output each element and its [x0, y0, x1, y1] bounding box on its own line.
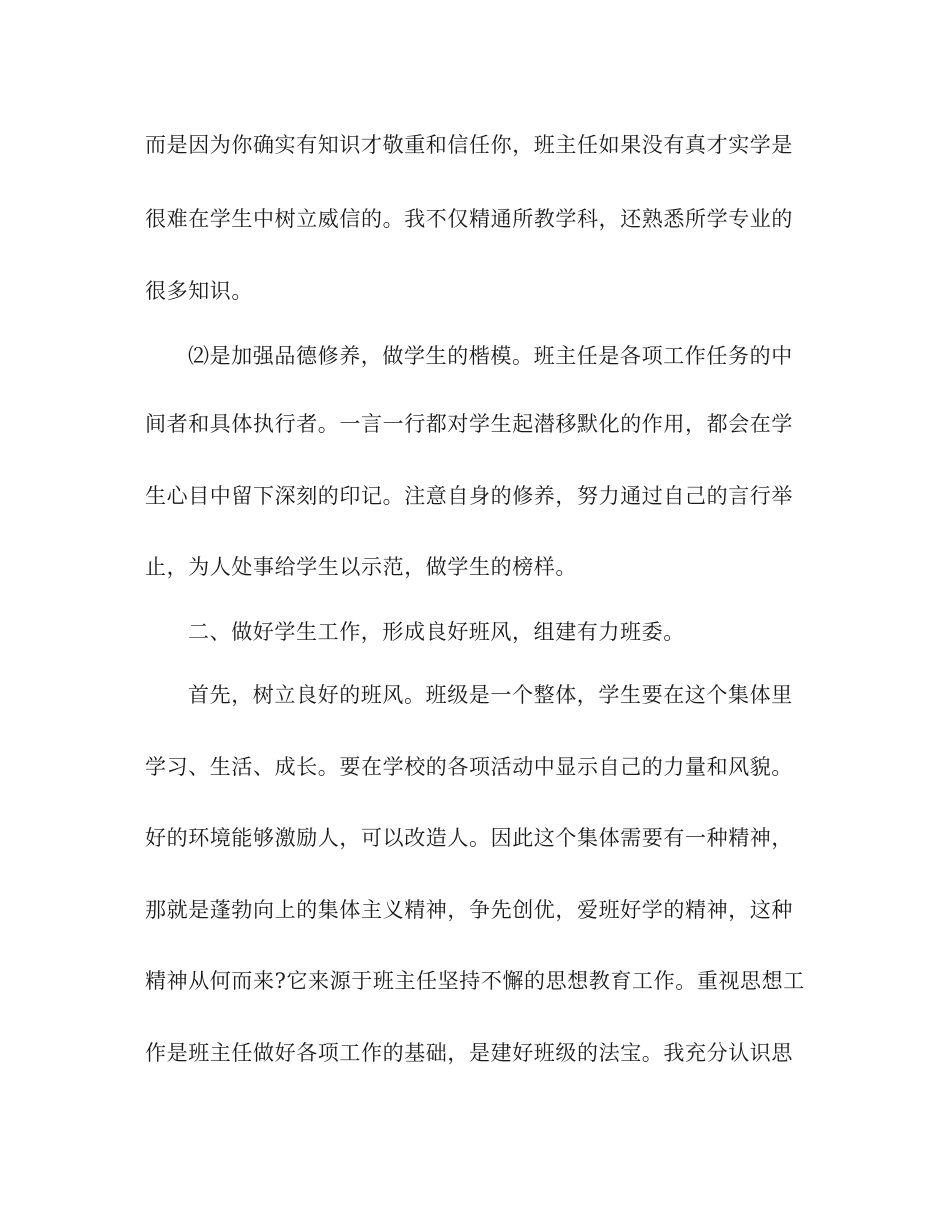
text-line: 首先，树立良好的班风。班级是一个整体，学生要在这个集体里 [188, 683, 793, 707]
text-line: 那就是蓬勃向上的集体主义精神，争先创优，爱班好学的精神，这种 [145, 898, 793, 922]
text-line: 精神从何而来?它来源于班主任坚持不懈的思想教育工作。重视思想工 [145, 969, 805, 993]
text-line: 间者和具体执行者。一言一行都对学生起潜移默化的作用，都会在学 [145, 412, 793, 436]
text-line: 作是班主任做好各项工作的基础，是建好班级的法宝。我充分认识思 [145, 1041, 793, 1065]
text-line: 而是因为你确实有知识才敬重和信任你，班主任如果没有真才实学是 [145, 133, 793, 157]
text-line: 学习、生活、成长。要在学校的各项活动中显示自己的力量和风貌。 [145, 755, 793, 779]
section-heading: 二、做好学生工作，形成良好班风，组建有力班委。 [188, 620, 685, 644]
text-line: ⑵是加强品德修养，做学生的楷模。班主任是各项工作任务的中 [188, 344, 793, 368]
text-line: 止，为人处事给学生以示范，做学生的榜样。 [145, 555, 577, 579]
text-line: 很多知识。 [145, 279, 253, 303]
text-line: 生心目中留下深刻的印记。注意自身的修养，努力通过自己的言行举 [145, 484, 793, 508]
text-line: 好的环境能够激励人，可以改造人。因此这个集体需要有一种精神， [145, 826, 793, 850]
text-line: 很难在学生中树立威信的。我不仅精通所教学科，还熟悉所学专业的 [145, 207, 793, 231]
